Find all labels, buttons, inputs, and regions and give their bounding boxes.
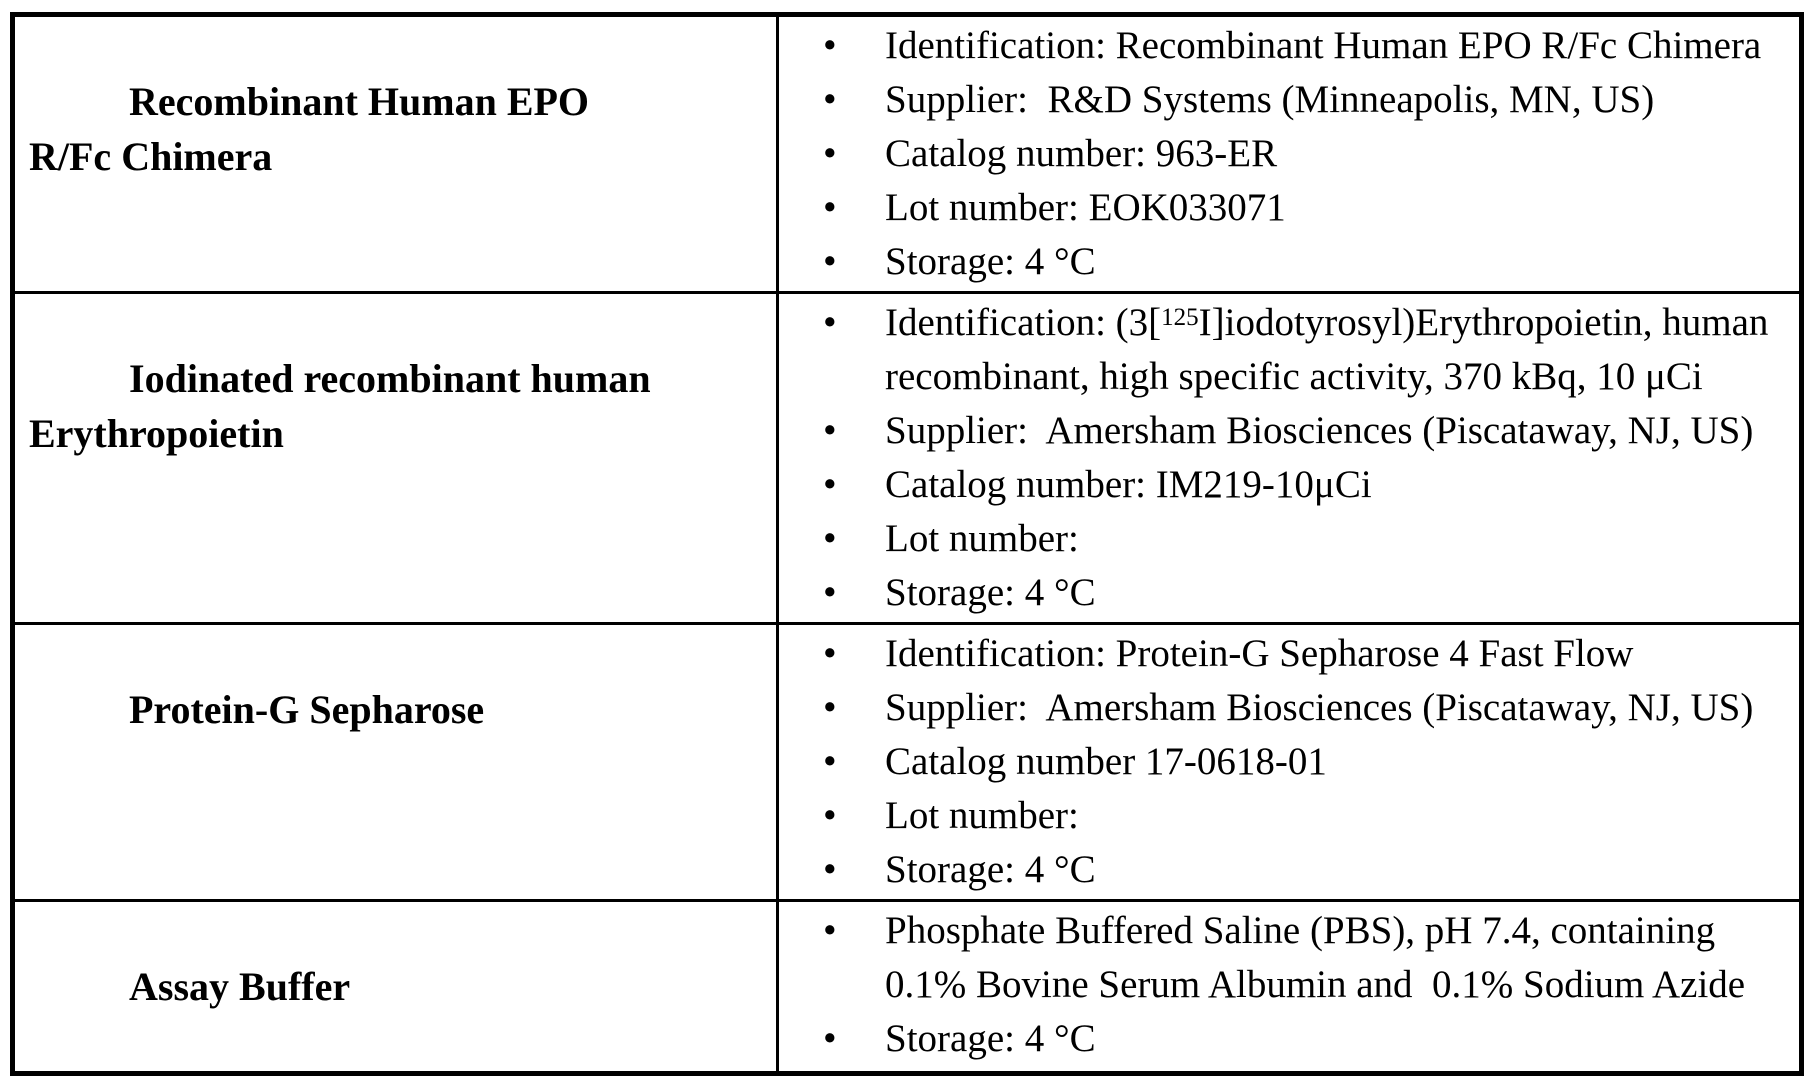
material-details-cell xyxy=(778,15,1802,293)
list-item xyxy=(779,1012,1787,1066)
bullet-list xyxy=(779,627,1787,897)
bullet-text-part: Identification: (3[ xyxy=(885,301,1162,344)
material-details-cell xyxy=(778,901,1802,1074)
list-item xyxy=(779,843,1787,897)
bullet-text: Storage: 4 °C xyxy=(885,571,1096,614)
material-details-cell xyxy=(778,624,1802,901)
materials-table xyxy=(10,12,1804,1076)
list-item xyxy=(779,404,1787,458)
material-name-cell xyxy=(13,293,778,624)
list-item xyxy=(779,181,1787,235)
bullet-text: Supplier: Amersham Biosciences (Piscataway, NJ, US) xyxy=(885,409,1754,452)
bullet-icon: • xyxy=(823,463,837,506)
table-row-epo-chimera xyxy=(13,15,1802,293)
bullet-text: Catalog number: IM219-10μCi xyxy=(885,463,1372,506)
list-item xyxy=(779,566,1787,620)
bullet-icon: • xyxy=(823,1017,837,1060)
list-item xyxy=(779,789,1787,843)
material-title: Protein-G Sepharose xyxy=(129,687,485,732)
bullet-list xyxy=(779,904,1787,1066)
material-name-cell xyxy=(13,624,778,901)
material-title: Iodinated recombinant human Erythropoietin xyxy=(29,356,661,456)
bullet-icon: • xyxy=(823,740,837,783)
bullet-text: Lot number: xyxy=(885,794,1079,837)
bullet-icon: • xyxy=(823,78,837,121)
bullet-text: Identification: Recombinant Human EPO R/Fc Chimera xyxy=(885,24,1762,67)
bullet-icon: • xyxy=(823,186,837,229)
material-name-cell xyxy=(13,15,778,293)
bullet-icon: • xyxy=(823,632,837,675)
bullet-icon: • xyxy=(823,517,837,560)
table-row-assay-buffer xyxy=(13,901,1802,1074)
list-item xyxy=(779,19,1787,73)
bullet-text: Lot number: EOK033071 xyxy=(885,186,1286,229)
bullet-text xyxy=(885,301,1778,398)
bullet-text-part: I]iodotyrosyl)Erythropoietin, human recombinant, high specific activity, 370 kBq, 10 μCi xyxy=(885,301,1779,398)
bullet-list xyxy=(779,296,1787,620)
table-row-protein-g-sepharose xyxy=(13,624,1802,901)
material-title: Recombinant Human EPO R/Fc Chimera xyxy=(29,79,600,179)
bullet-icon: • xyxy=(823,848,837,891)
list-item xyxy=(779,296,1787,404)
material-title: Assay Buffer xyxy=(129,964,351,1009)
bullet-text: Storage: 4 °C xyxy=(885,240,1096,283)
bullet-icon: • xyxy=(823,794,837,837)
bullet-text: Phosphate Buffered Saline (PBS), pH 7.4, containing 0.1% Bovine Serum Albumin and 0.1% Sodium Azide xyxy=(885,909,1746,1006)
bullet-icon: • xyxy=(823,24,837,67)
table-row-iodinated-epo xyxy=(13,293,1802,624)
bullet-icon: • xyxy=(823,909,837,952)
list-item xyxy=(779,235,1787,289)
bullet-text: Storage: 4 °C xyxy=(885,1017,1096,1060)
list-item xyxy=(779,458,1787,512)
material-name-cell xyxy=(13,901,778,1074)
bullet-icon: • xyxy=(823,409,837,452)
bullet-text: Identification: Protein-G Sepharose 4 Fast Flow xyxy=(885,632,1634,675)
bullet-text: Lot number: xyxy=(885,517,1079,560)
list-item xyxy=(779,512,1787,566)
list-item xyxy=(779,735,1787,789)
list-item xyxy=(779,127,1787,181)
bullet-text: Supplier: R&D Systems (Minneapolis, MN, US) xyxy=(885,78,1655,121)
bullet-text: Supplier: Amersham Biosciences (Piscataway, NJ, US) xyxy=(885,686,1754,729)
bullet-icon: • xyxy=(823,240,837,283)
list-item xyxy=(779,627,1787,681)
bullet-icon: • xyxy=(823,301,837,344)
bullet-icon: • xyxy=(823,686,837,729)
list-item xyxy=(779,904,1787,1012)
isotope-superscript: 125 xyxy=(1161,304,1199,331)
bullet-text: Catalog number: 963-ER xyxy=(885,132,1278,175)
bullet-list xyxy=(779,19,1787,289)
list-item xyxy=(779,73,1787,127)
bullet-text: Storage: 4 °C xyxy=(885,848,1096,891)
bullet-text: Catalog number 17-0618-01 xyxy=(885,740,1327,783)
bullet-icon: • xyxy=(823,132,837,175)
bullet-icon: • xyxy=(823,571,837,614)
material-details-cell xyxy=(778,293,1802,624)
list-item xyxy=(779,681,1787,735)
